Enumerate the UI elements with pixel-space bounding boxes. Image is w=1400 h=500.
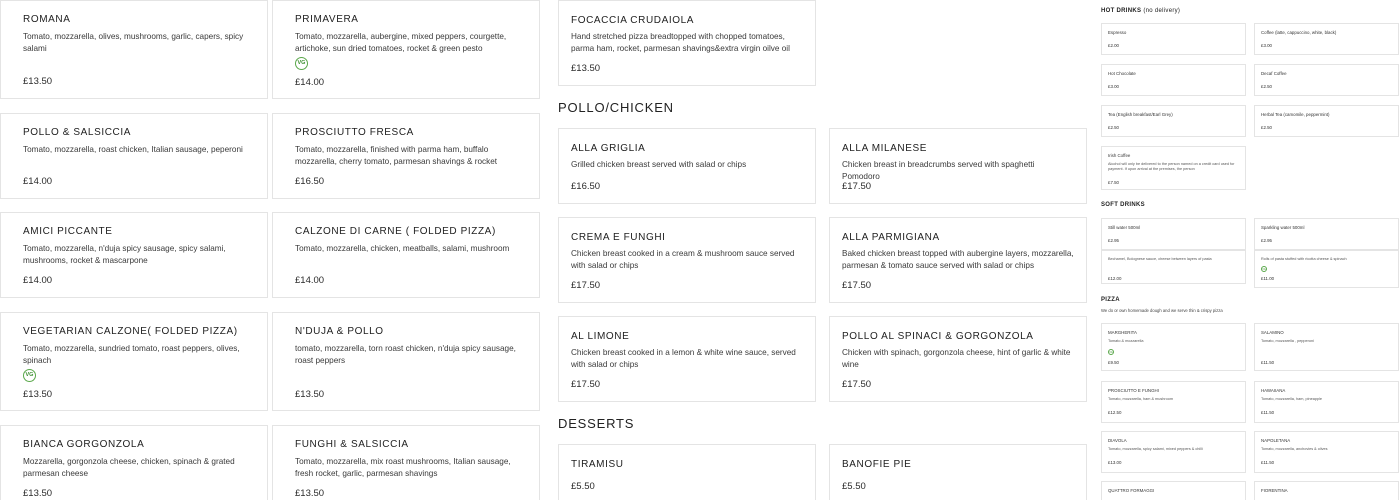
- section-heading-pollo: POLLO/CHICKEN: [558, 100, 674, 115]
- item-title: Hot Chocolate: [1108, 71, 1136, 76]
- menu-card-funghi-salsiccia[interactable]: [272, 425, 540, 500]
- item-title: CREMA E FUNGHI: [571, 232, 666, 243]
- menu-card-calzone-di-carne[interactable]: [272, 212, 540, 298]
- item-title: Espresso: [1108, 30, 1127, 35]
- mini-card-quattro-formaggi[interactable]: [1101, 481, 1246, 500]
- item-description: Chicken breast in breadcrumbs served with spaghetti Pomodoro: [842, 160, 1035, 181]
- mini-card-still-water[interactable]: [1101, 218, 1246, 250]
- item-title: PRIMAVERA: [295, 14, 359, 25]
- item-description: Tomato, mozzarella, anchovies & olives: [1261, 447, 1328, 451]
- item-title: ALLA MILANESE: [842, 143, 928, 154]
- item-description: Tomato, mozzarella, aubergine, mixed peppers, courgette, artichoke, sun dried tomatoes, rocket & green pesto: [295, 32, 507, 53]
- item-title: Coffee (latte, cappuccino, white, black): [1261, 30, 1337, 35]
- item-description: Chicken breast cooked in a cream & mushroom sauce served with salad or chips: [571, 249, 795, 270]
- item-description: Tomato, mozzarella, finished with parma ham, buffalo mozzarella, cherry tomato, parmesan shavings & rocket: [295, 145, 498, 166]
- item-title: Still water 500ml: [1108, 225, 1141, 230]
- menu-card-alla-milanese[interactable]: [829, 128, 1087, 204]
- item-title: ALLA GRIGLIA: [571, 143, 646, 154]
- menu-card-pollo-salsiccia[interactable]: [0, 113, 268, 199]
- item-price: £17.50: [842, 280, 872, 291]
- menu-card-focaccia-crudaiola[interactable]: [558, 0, 816, 86]
- item-price: £14.00: [295, 275, 325, 286]
- item-title: N'DUJA & POLLO: [295, 326, 384, 337]
- mini-card-coffee[interactable]: [1254, 23, 1399, 55]
- mini-card-sparkling-water[interactable]: [1254, 218, 1399, 250]
- item-title: Sparkling water 500ml: [1261, 225, 1305, 230]
- item-price: £14.00: [295, 77, 325, 88]
- item-price: £13.50: [23, 76, 53, 87]
- item-title: ALLA PARMIGIANA: [842, 232, 940, 243]
- item-title: QUATTRO FORMAGGI: [1108, 488, 1155, 493]
- item-description: Baked chicken breast topped with aubergine layers, mozzarella, parmesan & tomato sauce served with salad or chips: [842, 249, 1074, 270]
- item-title: POLLO & SALSICCIA: [23, 127, 132, 138]
- item-title: Tea (English breakfast/Earl Grey): [1108, 112, 1173, 117]
- item-title: POLLO AL SPINACI & GORGONZOLA: [842, 331, 1034, 342]
- mini-card-napoletana[interactable]: [1254, 431, 1399, 473]
- item-description: Tomato, mozzarella, mix roast mushrooms, Italian sausage, fresh rocket, garlic, parmesan shavings: [295, 457, 511, 478]
- item-price: £2.95: [1108, 238, 1119, 243]
- item-title: AMICI PICCANTE: [23, 226, 113, 237]
- item-title: BANOFIE PIE: [842, 459, 912, 470]
- item-title: ROMANA: [23, 14, 71, 25]
- item-price: £13.00: [1108, 460, 1122, 465]
- item-price: £16.50: [295, 176, 325, 187]
- section-heading-pizza: PIZZA: [1101, 297, 1120, 303]
- item-title: FOCACCIA CRUDAIOLA: [571, 15, 695, 26]
- vegetarian-badge-icon: VG: [23, 369, 36, 382]
- item-description: tomato, mozzarella, torn roast chicken, n'duja spicy sausage, roast peppers: [295, 344, 516, 365]
- item-description: Mozzarella, gorgonzola cheese, chicken, spinach & grated parmesan cheese: [23, 457, 235, 478]
- item-title: VEGETARIAN CALZONE( FOLDED PIZZA): [23, 326, 238, 337]
- item-price: £12.00: [1108, 276, 1122, 281]
- mini-card-diavola[interactable]: [1101, 431, 1246, 473]
- item-description: Tomato, mozzarella, ham & mushroom: [1108, 397, 1173, 401]
- item-description: Tomato, mozzarella, sundried tomato, roast peppers, olives, spinach: [23, 344, 240, 365]
- item-price: £11.50: [1261, 410, 1275, 415]
- item-price: £5.50: [842, 481, 866, 492]
- item-description: Tomato, mozzarella, olives, mushrooms, garlic, capers, spicy salami: [23, 32, 244, 53]
- item-description: Chicken breast cooked in a lemon & white wine sauce, served with salad or chips: [571, 348, 796, 369]
- item-price: £2.00: [1108, 43, 1119, 48]
- item-price: £3.00: [1108, 84, 1119, 89]
- item-title: CALZONE DI CARNE ( FOLDED PIZZA): [295, 226, 496, 237]
- item-description: Tomato, mozzarella, n'duja spicy sausage, spicy salami, mushrooms, rocket & mascarpone: [23, 244, 226, 265]
- item-price: £13.50: [23, 389, 53, 400]
- item-title: Decaf Coffee: [1261, 71, 1287, 76]
- mini-card-decaf-coffee[interactable]: [1254, 64, 1399, 96]
- item-price: £11.00: [1261, 276, 1275, 281]
- menu-card-tiramisu[interactable]: [558, 444, 816, 500]
- item-description: Alcohol will only be delivered to the person named on a credit card used for payment. If upon arrival at the premises, the person: [1108, 162, 1235, 171]
- item-price: £13.50: [295, 488, 325, 499]
- pizza-note: We do or own homemade dough and we serve thin & crispy pizza: [1101, 308, 1223, 313]
- heading-note: (no delivery): [1143, 8, 1181, 14]
- mini-card-herbal-tea[interactable]: [1254, 105, 1399, 137]
- mini-card-hot-chocolate[interactable]: [1101, 64, 1246, 96]
- item-price: £16.50: [571, 181, 601, 192]
- menu-card-banofie-pie[interactable]: [829, 444, 1087, 500]
- menu-card-prosciutto-fresca[interactable]: [272, 113, 540, 199]
- mini-card-hawaiiana[interactable]: [1254, 381, 1399, 423]
- item-description: Chicken with spinach, gorgonzola cheese, hint of garlic & white wine: [842, 348, 1071, 369]
- item-description: Rolls of pasta stuffed with ricotta cheese & spinach: [1261, 257, 1347, 261]
- menu-card-romana[interactable]: [0, 0, 268, 99]
- section-heading-hot-drinks: [1101, 8, 1180, 14]
- mini-card-cannelloni[interactable]: [1254, 250, 1399, 288]
- item-description: Bechamel, Bolognese sauce, cheese between layers of pasta: [1108, 257, 1212, 261]
- menu-card-bianca-gorgonzola[interactable]: [0, 425, 268, 500]
- menu-card-crema-e-funghi[interactable]: [558, 217, 816, 303]
- mini-card-fiorentina[interactable]: [1254, 481, 1399, 500]
- item-description: Tomato & mozzarella: [1108, 339, 1144, 343]
- item-price: £12.50: [1108, 410, 1122, 415]
- section-heading-soft-drinks: SOFT DRINKS: [1101, 202, 1145, 208]
- item-title: TIRAMISU: [571, 459, 624, 470]
- mini-card-tea[interactable]: [1101, 105, 1246, 137]
- menu-card-amici-piccante[interactable]: [0, 212, 268, 298]
- item-price: £9.50: [1108, 360, 1119, 365]
- item-description: Tomato, mozzarella, roast chicken, Italian sausage, peperoni: [23, 145, 243, 154]
- item-description: Hand stretched pizza breadtopped with chopped tomatoes, parma ham, rocket, parmesan shavings&extra virgin oilve oil: [571, 32, 790, 53]
- mini-card-margherita[interactable]: [1101, 323, 1246, 371]
- vegetarian-badge-icon: VG: [1262, 268, 1266, 271]
- item-title: Herbal Tea (camomile, peppermint): [1261, 112, 1330, 117]
- item-title: PROSCIUTTO FRESCA: [295, 127, 414, 138]
- item-price: £2.50: [1108, 125, 1119, 130]
- item-price: £2.95: [1261, 238, 1272, 243]
- mini-card-prosciutto-e-funghi[interactable]: [1101, 381, 1246, 423]
- item-description: Tomato, mozzarella, spicy salami, mixed peppers & chilli: [1108, 447, 1203, 451]
- item-price: £3.00: [1261, 43, 1272, 48]
- item-price: £5.50: [571, 481, 595, 492]
- item-price: £17.50: [571, 280, 601, 291]
- mini-card-espresso[interactable]: [1101, 23, 1246, 55]
- menu-card-nduja-pollo[interactable]: [272, 312, 540, 411]
- mini-card-irish-coffee[interactable]: [1101, 146, 1246, 190]
- item-price: £17.50: [842, 379, 872, 390]
- item-description: Tomato, mozzarella , pepperoni: [1261, 339, 1314, 343]
- item-title: FUNGHI & SALSICCIA: [295, 439, 409, 450]
- menu-card-al-limone[interactable]: [558, 316, 816, 402]
- item-price: £14.00: [23, 176, 53, 187]
- item-title: AL LIMONE: [571, 331, 630, 342]
- item-title: FIORENTINA: [1261, 488, 1288, 493]
- item-price: £2.50: [1261, 125, 1272, 130]
- item-title: NAPOLETANA: [1261, 438, 1291, 443]
- item-description: Tomato, mozzarella, ham, pineapple: [1261, 397, 1322, 401]
- item-price: £2.50: [1261, 84, 1272, 89]
- menu-card-primavera[interactable]: [272, 0, 540, 99]
- menu-card-alla-parmigiana[interactable]: [829, 217, 1087, 303]
- item-price: £13.50: [295, 389, 325, 400]
- item-title: MARGHERITA: [1108, 330, 1137, 335]
- item-title: HAWAIIANA: [1261, 388, 1286, 393]
- item-price: £11.50: [1261, 360, 1275, 365]
- section-heading-desserts: DESSERTS: [558, 416, 635, 431]
- item-description: Tomato, mozzarella, chicken, meatballs, salami, mushroom: [295, 244, 510, 253]
- menu-card-alla-griglia[interactable]: [558, 128, 816, 204]
- item-title: SALAMINO: [1261, 330, 1284, 335]
- mini-card-lasagne[interactable]: [1101, 250, 1246, 284]
- item-title: DIAVOLA: [1108, 438, 1127, 443]
- item-price: £14.00: [23, 275, 53, 286]
- menu-card-pollo-al-spinaci[interactable]: [829, 316, 1087, 402]
- item-price: £13.50: [23, 488, 53, 499]
- vegetarian-badge-icon: VG: [295, 57, 308, 70]
- menu-card-vegetarian-calzone[interactable]: [0, 312, 268, 411]
- heading-text: HOT DRINKS: [1101, 8, 1142, 14]
- item-price: £17.50: [842, 181, 872, 192]
- item-price: £7.50: [1108, 180, 1119, 185]
- vegetarian-badge-icon: VG: [1109, 351, 1113, 354]
- item-title: PROSCIUTTO E FUNGHI: [1108, 388, 1159, 393]
- item-title: Irish Coffee: [1108, 153, 1131, 158]
- item-title: BIANCA GORGONZOLA: [23, 439, 145, 450]
- item-description: Grilled chicken breast served with salad or chips: [571, 160, 747, 169]
- item-price: £13.50: [571, 63, 601, 74]
- item-price: £17.50: [571, 379, 601, 390]
- item-price: £11.50: [1261, 460, 1275, 465]
- mini-card-salamino[interactable]: [1254, 323, 1399, 371]
